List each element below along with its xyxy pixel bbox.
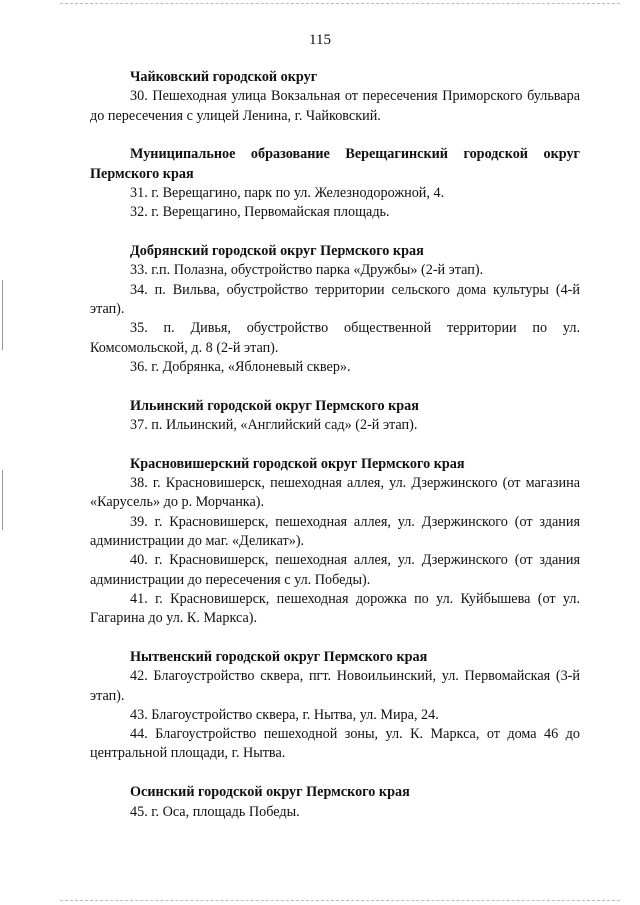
list-item: 37. п. Ильинский, «Английский сад» (2-й этап). bbox=[130, 416, 418, 433]
list-item: 31. г. Верещагино, парк по ул. Железнодорожной, 4. bbox=[130, 184, 445, 201]
section-chaikovsky bbox=[90, 68, 580, 126]
list-item: 43. Благоустройство сквера, г. Нытва, ул. Мира, 24. bbox=[130, 706, 439, 723]
page-number: 115 bbox=[309, 32, 331, 48]
scan-left-edge-mark bbox=[2, 470, 3, 530]
list-item: 36. г. Добрянка, «Яблоневый сквер». bbox=[130, 358, 351, 375]
section-heading: Ильинский городской округ Пермского края bbox=[130, 397, 419, 414]
list-item: 42. Благоустройство сквера, пгт. Новоильинский, ул. Первомайская (3-й этап). bbox=[90, 668, 580, 704]
document-body bbox=[90, 68, 580, 841]
section-heading: Красновишерский городской округ Пермского края bbox=[130, 455, 465, 472]
section-heading: Чайковский городской округ bbox=[130, 69, 318, 85]
section-osa bbox=[90, 783, 580, 822]
section-nytva bbox=[90, 648, 580, 764]
list-item: 30. Пешеходная улица Вокзальная от пересечения Приморского бульвара до пересечения с улицей Ленина, г. Чайковский. bbox=[90, 88, 580, 124]
scan-bottom-edge bbox=[60, 900, 620, 902]
list-item: 41. г. Красновишерск, пешеходная дорожка по ул. Куйбышева (от ул. Гагарина до ул. К. Маркса). bbox=[90, 590, 580, 627]
section-heading: Муниципальное образование Верещагинский городской округ Пермского края bbox=[90, 146, 580, 182]
section-krasnovishersk bbox=[90, 455, 580, 629]
list-item: 45. г. Оса, площадь Победы. bbox=[130, 803, 300, 820]
section-heading: Нытвенский городской округ Пермского края bbox=[130, 648, 428, 665]
list-item: 35. п. Дивья, обустройство общественной территории по ул. Комсомольской, д. 8 (2-й этап). bbox=[90, 320, 580, 356]
list-item: 32. г. Верещагино, Первомайская площадь. bbox=[130, 204, 390, 221]
list-item: 40. г. Красновишерск, пешеходная аллея, ул. Дзержинского (от здания администрации до пересечения с ул. Победы). bbox=[90, 552, 580, 588]
section-heading: Добрянский городской округ Пермского края bbox=[130, 243, 424, 260]
list-item: 39. г. Красновишерск, пешеходная аллея, ул. Дзержинского (от здания администрации до маг. «Деликат»). bbox=[90, 513, 580, 549]
section-dobryanka bbox=[90, 242, 580, 377]
section-vereshchagino bbox=[90, 145, 580, 222]
section-heading: Осинский городской округ Пермского края bbox=[130, 784, 410, 801]
list-item: 34. п. Вильва, обустройство территории сельского дома культуры (4-й этап). bbox=[90, 281, 580, 317]
scan-top-edge bbox=[60, 3, 620, 5]
list-item: 44. Благоустройство пешеходной зоны, ул. К. Маркса, от дома 46 до центральной площади, г. Нытва. bbox=[90, 726, 580, 762]
list-item: 38. г. Красновишерск, пешеходная аллея, ул. Дзержинского (от магазина «Карусель» до р. Морчанка). bbox=[90, 475, 580, 511]
scan-left-edge-mark bbox=[2, 280, 3, 350]
list-item: 33. г.п. Полазна, обустройство парка «Дружбы» (2-й этап). bbox=[130, 262, 484, 279]
section-ilinsky bbox=[90, 397, 580, 436]
